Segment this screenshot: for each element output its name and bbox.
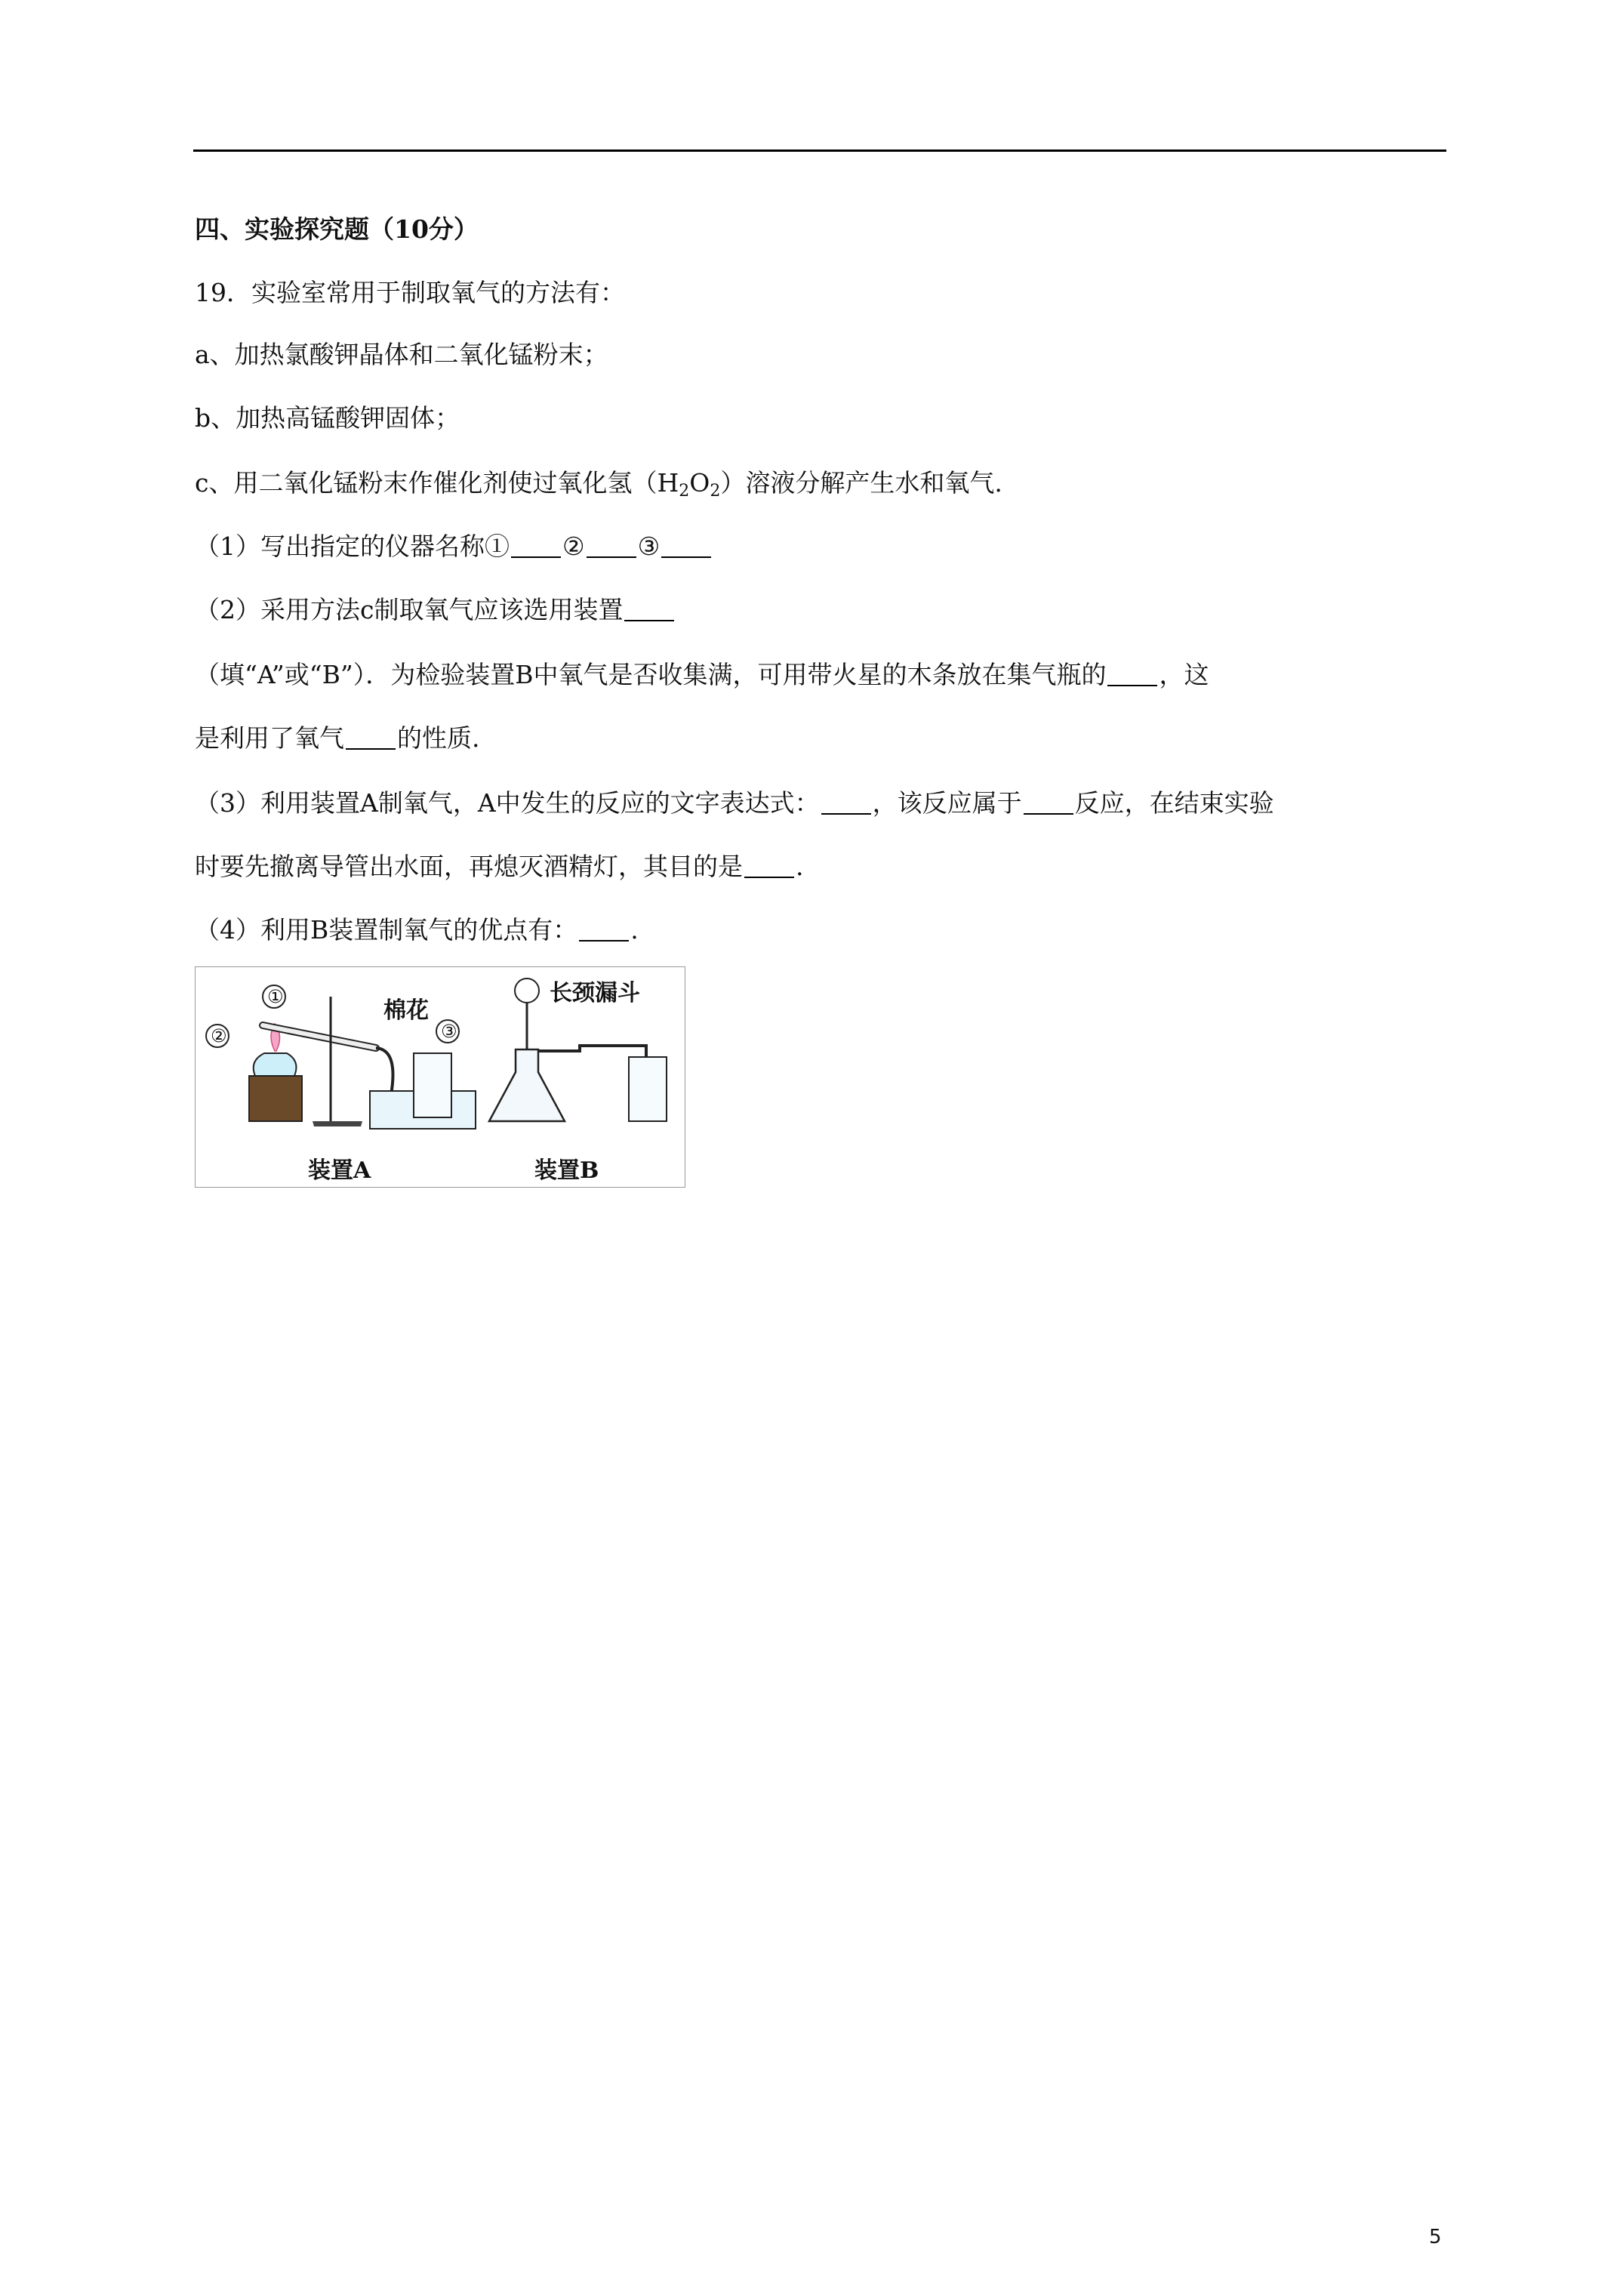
question-2-line2: （填“A”或“B”）．为检验装置B中氧气是否收集满，可用带火星的木条放在集气瓶的 ，这	[195, 660, 1209, 689]
answer-blank[interactable]	[744, 852, 794, 878]
answer-blank[interactable]	[1024, 789, 1073, 815]
page-number: 5	[1429, 2226, 1442, 2248]
wooden-block	[249, 1076, 302, 1121]
label-cotton: 棉花	[383, 997, 429, 1024]
marker-2: ②	[211, 1025, 227, 1046]
marker-1: ①	[267, 986, 284, 1007]
answer-blank[interactable]	[624, 596, 674, 621]
method-b: b、加热高锰酸钾固体；	[195, 403, 460, 433]
alcohol-lamp	[254, 1053, 297, 1076]
answer-blank[interactable]	[821, 789, 871, 815]
label-apparatus-b: 装置B	[534, 1157, 599, 1184]
method-a: a、加热氯酸钾晶体和二氧化锰粉末；	[195, 340, 608, 369]
question-2-line3: 是利用了氧气 的性质.	[195, 723, 480, 753]
label-apparatus-a: 装置A	[308, 1157, 371, 1184]
answer-blank[interactable]	[346, 724, 396, 750]
answer-blank[interactable]	[661, 532, 711, 558]
gas-collecting-bottle	[414, 1053, 451, 1117]
method-c: c、用二氧化锰粉末作催化剂使过氧化氢$(H_2O_2)$溶液分解产生水和氧气.	[195, 468, 1002, 501]
apparatus-figure	[195, 966, 685, 1188]
answer-blank[interactable]	[587, 532, 636, 558]
question-3-line2: 时要先撤离导管出水面，再熄灭酒精灯，其目的是 .	[195, 852, 804, 881]
question-4: （4）利用B装置制氧气的优点有： .	[195, 915, 639, 945]
question-1: （1）写出指定的仪器名称① ② ③	[195, 530, 713, 563]
answer-blank[interactable]	[1107, 661, 1157, 686]
long-neck-funnel	[515, 978, 539, 1003]
answer-blank[interactable]	[511, 532, 561, 558]
answer-blank[interactable]	[579, 916, 629, 942]
question-3: （3）利用装置A制氧气，A中发生的反应的文字表达式： ，该反应属于 反应，在结束实验	[195, 788, 1274, 818]
header-rule	[193, 149, 1446, 152]
question-2: （2）采用方法c制取氧气应该选用装置	[195, 593, 676, 627]
label-funnel: 长颈漏斗	[550, 980, 640, 1006]
marker-3: ③	[441, 1021, 457, 1042]
iron-stand-base	[313, 1121, 362, 1126]
section-title: 四、实验探究题（10分）	[195, 214, 479, 244]
collecting-bottle	[629, 1057, 667, 1121]
question-stem: 19．实验室常用于制取氧气的方法有：	[195, 278, 625, 307]
